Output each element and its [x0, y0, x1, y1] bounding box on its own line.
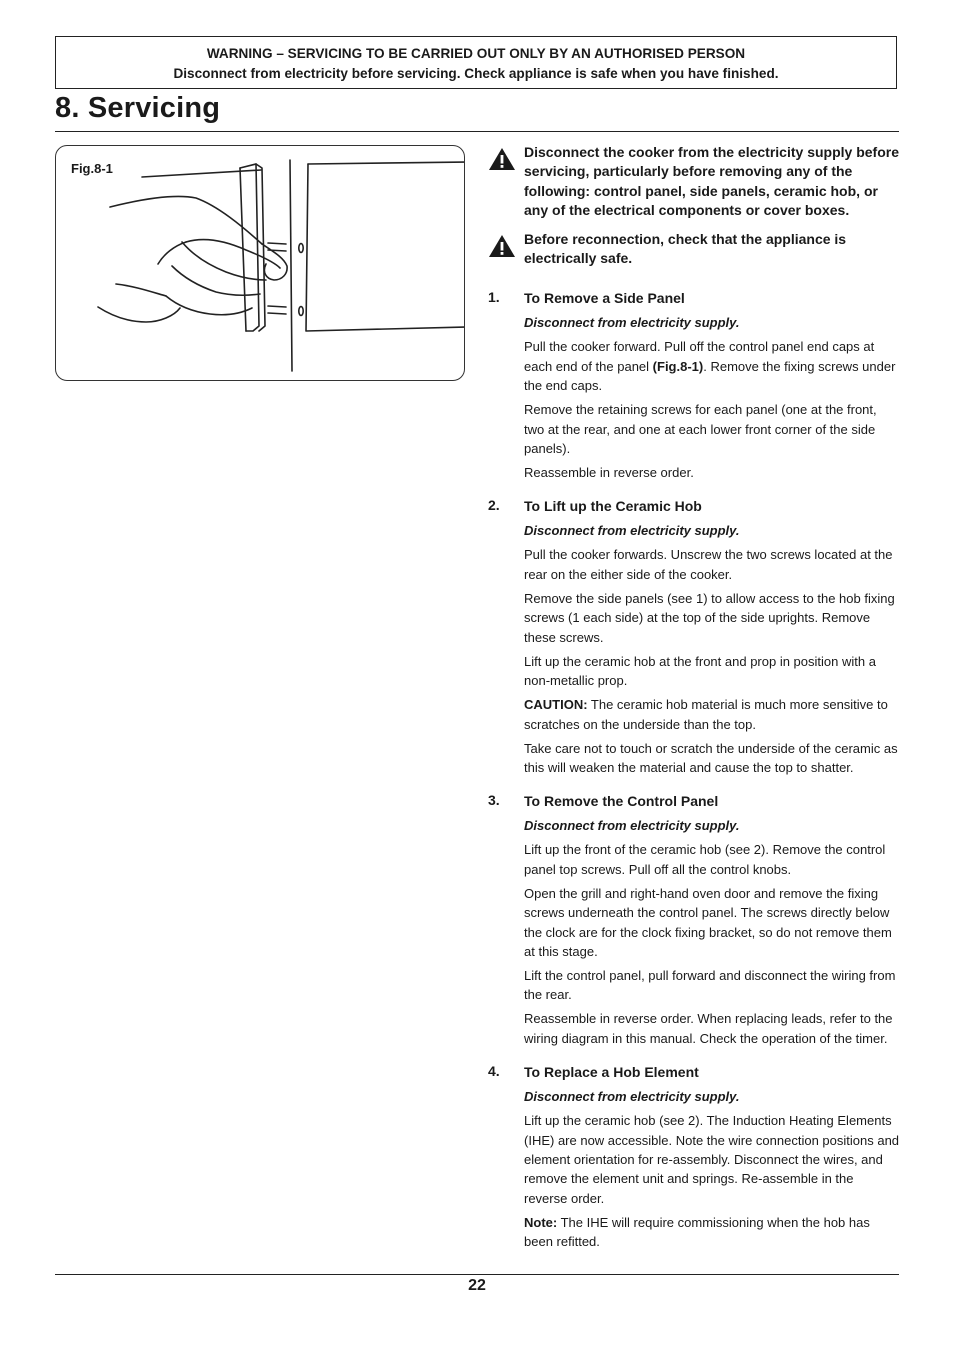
section-title: To Remove the Control Panel	[524, 793, 719, 810]
section-number: 3.	[488, 792, 500, 809]
section-title: To Lift up the Ceramic Hob	[524, 498, 702, 515]
section-number: 4.	[488, 1063, 500, 1080]
paragraph: Reassemble in reverse order.	[524, 465, 694, 481]
safety-alert-disconnect	[488, 143, 900, 221]
end-cap-removal-illustration	[56, 146, 465, 381]
note-paragraph: Note: The IHE will require commissioning when the hob has been refitted.	[524, 1214, 870, 1250]
section-title: To Replace a Hob Element	[524, 1064, 699, 1081]
paragraph: Remove the side panels (see 1) to allow access to the hob fixing screws (1 each side) at the top of the side uprights. Remove these screws.	[524, 590, 895, 645]
paragraph: Lift the control panel, pull forward and disconnect the wiring from the rear.	[524, 967, 896, 1003]
page-title: 8. Servicing	[55, 92, 221, 124]
section-lift-ceramic-hob	[488, 496, 900, 777]
warning-line-1: WARNING – SERVICING TO BE CARRIED OUT ONLY BY AN AUTHORISED PERSON	[206, 46, 746, 61]
alert-text: Disconnect the cooker from the electricity supply before servicing, particularly before removing any of the following: control panel, side panels, ceramic hob, or any of the electrical components or cover boxes.	[524, 144, 899, 219]
section-number: 1.	[488, 289, 500, 306]
servicing-instructions	[488, 143, 900, 1256]
safety-alert-reconnection	[488, 230, 900, 269]
disconnect-note: Disconnect from electricity supply.	[524, 523, 740, 539]
paragraph: Lift up the ceramic hob at the front and prop in position with a non-metallic prop.	[524, 653, 876, 689]
warning-triangle-icon	[488, 234, 516, 258]
warning-line-2: Disconnect from electricity before servicing. Check appliance is safe when you have finished.	[173, 66, 779, 81]
figure-reference: (Fig.8-1)	[652, 358, 704, 374]
paragraph: Pull the cooker forward. Pull off the control panel end caps at each end of the panel (Fig.8-1). Remove the fixing screws under the end caps.	[524, 339, 896, 394]
caution-paragraph: CAUTION: The ceramic hob material is much more sensitive to scratches on the underside than the top.	[524, 697, 888, 732]
warning-triangle-icon	[488, 147, 516, 171]
figure-label: Fig.8-1	[71, 161, 113, 176]
title-divider	[55, 131, 899, 132]
section-replace-hob-element	[488, 1062, 900, 1251]
section-title: To Remove a Side Panel	[524, 290, 685, 307]
paragraph: Take care not to touch or scratch the underside of the ceramic as this will weaken the material and cause the top to shatter.	[524, 740, 898, 775]
paragraph: Lift up the ceramic hob (see 2). The Induction Heating Elements (IHE) are now accessible. Note the wire connection positions and element orientation for re-assembly. Disconnect the wires, and remove the element unit and springs. Re-assemble in the reverse order.	[524, 1113, 900, 1206]
paragraph: Reassemble in reverse order. When replacing leads, refer to the wiring diagram in this manual. Check the operation of the timer.	[524, 1011, 893, 1046]
caution-label: CAUTION:	[524, 697, 588, 713]
warning-banner	[55, 36, 897, 89]
paragraph: Lift up the front of the ceramic hob (see 2). Remove the control panel top screws. Pull off all the control knobs.	[524, 842, 886, 877]
note-label: Note:	[524, 1214, 558, 1230]
disconnect-note: Disconnect from electricity supply.	[524, 818, 740, 834]
footer-divider	[55, 1274, 899, 1275]
paragraph: Open the grill and right-hand oven door and remove the fixing screws underneath the control panel. The screws directly below the clock are for the clock fixing bracket, so do not remove them at this stage.	[524, 885, 892, 959]
alert-text: Before reconnection, check that the appliance is electrically safe.	[524, 230, 847, 267]
section-remove-control-panel	[488, 791, 900, 1048]
figure-8-1	[55, 145, 465, 381]
disconnect-note: Disconnect from electricity supply.	[524, 315, 740, 331]
section-number: 2.	[488, 497, 500, 514]
disconnect-note: Disconnect from electricity supply.	[524, 1089, 740, 1105]
page-number: 22	[468, 1277, 486, 1294]
paragraph: Pull the cooker forwards. Unscrew the two screws located at the rear on the either side of the cooker.	[524, 547, 893, 582]
paragraph: Remove the retaining screws for each panel (one at the front, two at the rear, and one at each lower front corner of the side panels).	[524, 402, 877, 457]
section-remove-side-panel	[488, 288, 900, 482]
